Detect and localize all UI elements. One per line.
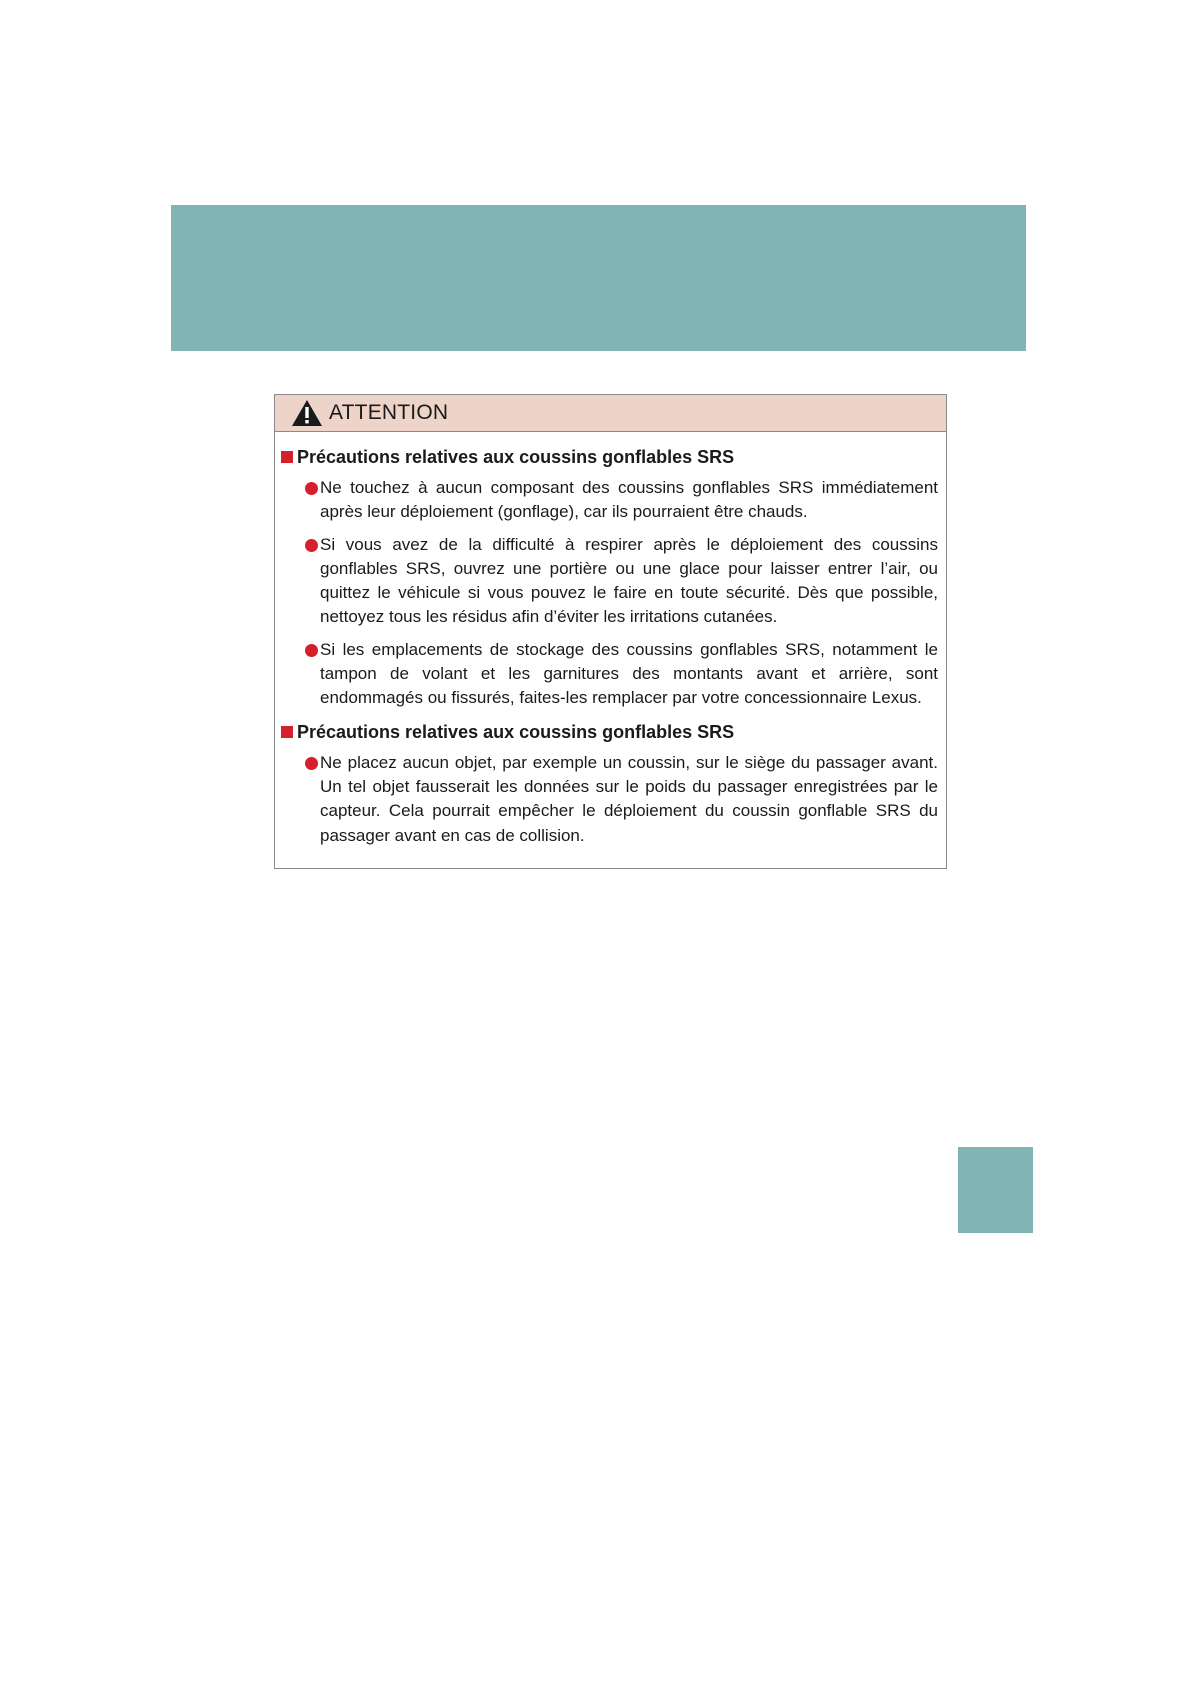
red-bullet-icon bbox=[305, 539, 318, 552]
red-bullet-icon bbox=[305, 644, 318, 657]
list-item-text: Si vous avez de la difficulté à respirer après le déploiement des coussins gonflables SRS, ouvrez une portière ou une glace pour laisser entrer l’air, ou quittez le véhicule si vous pouvez le faire en toute sécurité. Dès que possible, nettoyez tous les résidus afin d’éviter les irritations cutanées. bbox=[320, 534, 938, 627]
list-item bbox=[281, 476, 938, 525]
red-bullet-icon bbox=[305, 757, 318, 770]
list-item bbox=[281, 533, 938, 630]
list-item bbox=[281, 751, 938, 848]
warning-triangle-icon bbox=[291, 399, 329, 427]
red-square-icon bbox=[281, 451, 293, 463]
section-heading bbox=[281, 721, 938, 743]
list-item-text: Ne touchez à aucun composant des coussins gonflables SRS immédiatement après leur déploiement (gonflage), car ils pourraient être chauds. bbox=[320, 478, 938, 522]
section-heading-text: Précautions relatives aux coussins gonflables SRS bbox=[297, 721, 735, 742]
attention-box bbox=[274, 394, 947, 869]
list-item-text: Si les emplacements de stockage des coussins gonflables SRS, notamment le tampon de volant et les garnitures des montants avant et arrière, sont endommagés ou fissurés, faites-les remplacer par votre concessionnaire Lexus. bbox=[320, 639, 938, 708]
section-side-tab bbox=[958, 1147, 1033, 1233]
header-band bbox=[171, 205, 1026, 351]
list-item-text: Ne placez aucun objet, par exemple un coussin, sur le siège du passager avant. Un tel objet fausserait les données sur le poids du passager enregistrées par le capteur. Cela pourrait empêcher le déploiement du coussin gonflable SRS du passager avant en cas de collision. bbox=[320, 752, 938, 845]
list-item bbox=[281, 638, 938, 711]
attention-title: ATTENTION bbox=[329, 401, 449, 424]
section-heading bbox=[281, 446, 938, 468]
attention-content bbox=[275, 432, 946, 848]
red-square-icon bbox=[281, 726, 293, 738]
attention-header bbox=[275, 395, 946, 432]
section-heading-text: Précautions relatives aux coussins gonflables SRS bbox=[297, 447, 735, 467]
red-bullet-icon bbox=[305, 482, 318, 495]
